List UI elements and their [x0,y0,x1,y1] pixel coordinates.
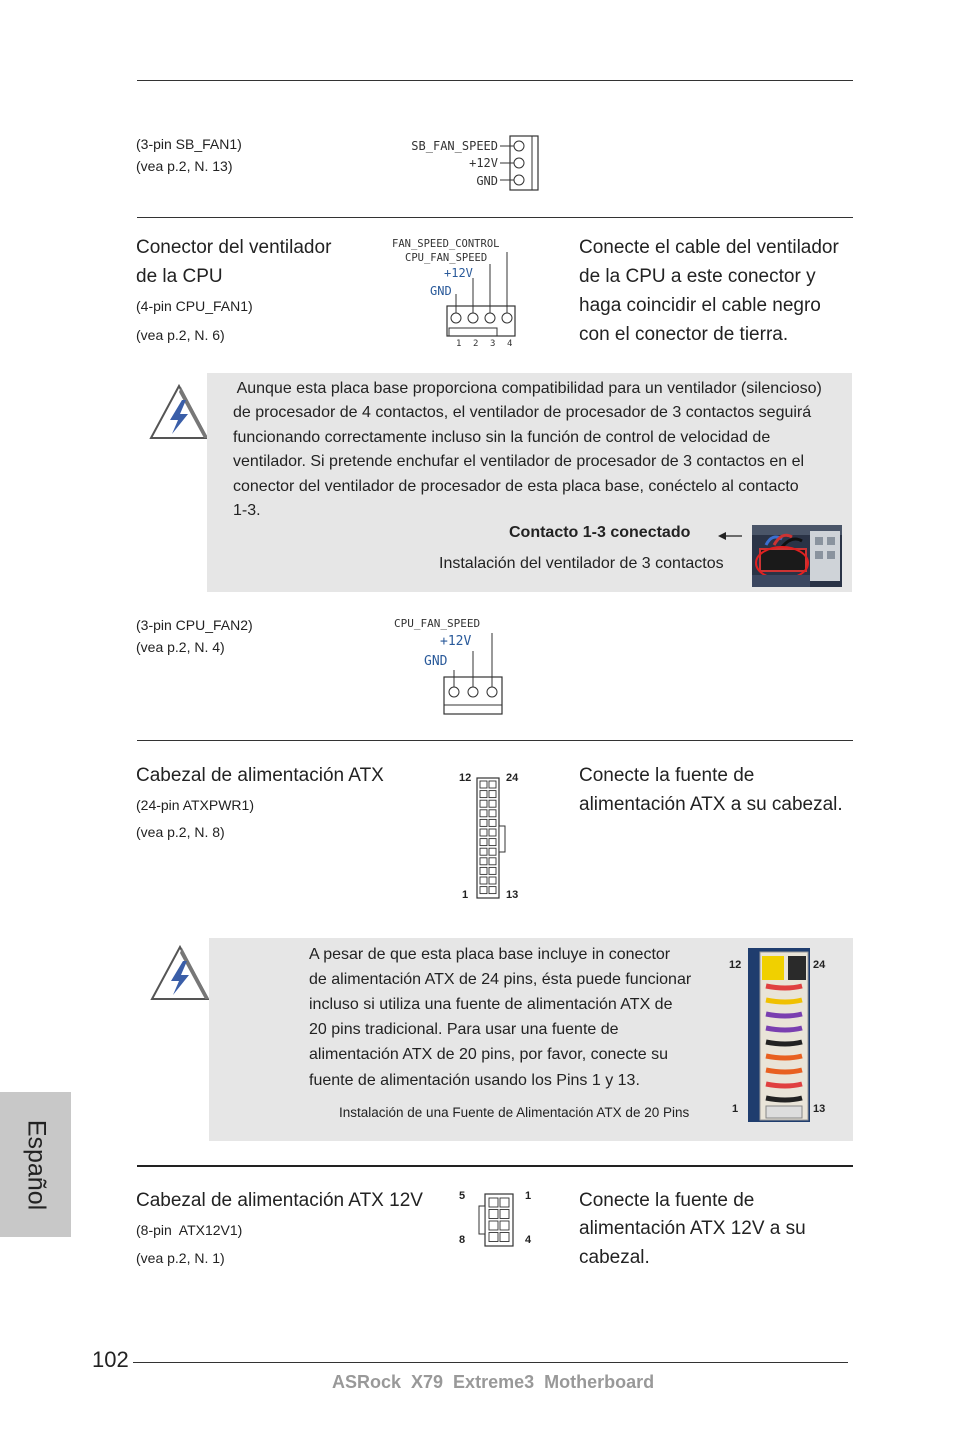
note1-bold-label: Contacto 1-3 conectado [509,524,691,541]
atx-pin: (24-pin ATXPWR1) [136,797,254,813]
note1-caption: Instalación del ventilador de 3 contactos [439,555,724,572]
atx-num-13: 13 [506,889,519,901]
page-number: 102 [92,1347,129,1372]
atx-pin-slot [480,791,487,798]
atx-24pin-diagram [455,770,525,904]
sb-fan-diagram [388,133,543,193]
cpu-fan1-pin-label-speed: CPU_FAN_SPEED [405,252,488,264]
note1-line-4: ventilador. Si pretende enchufar el ventilador de procesador de 3 contactos en el [233,453,805,470]
cpu-fan1-title-line2: de la CPU [136,266,223,287]
atx-pin-slot [480,887,487,894]
sb-fan-pin: (3-pin SB_FAN1) [136,136,242,152]
cpu-fan1-pin-label-control: FAN_SPEED_CONTROL [392,238,500,250]
atx12v-desc-1: Conecte la fuente de [579,1190,755,1211]
cpu-fan2-pin: (3-pin CPU_FAN2) [136,617,253,633]
cpu-fan1-diagram [388,236,523,350]
atx12v-num-5: 5 [459,1190,466,1202]
atx-pin-slot [489,829,496,836]
cpu-fan1-pin-num-2: 2 [473,339,479,349]
atx12v-pin-slot [500,1210,509,1219]
atx-pin-slot [489,839,496,846]
cpu-fan1-desc-1: Conecte el cable del ventilador [579,237,839,258]
atx-title: Cabezal de alimentación ATX [136,765,384,786]
atx12v-num-1: 1 [525,1190,532,1202]
atx12v-num-4: 4 [525,1234,532,1246]
fan-connector-photo [752,525,842,587]
atx12v-num-8: 8 [459,1234,466,1246]
note2-num-12: 12 [729,959,742,971]
sb-fan-ref: (vea p.2, N. 13) [136,158,233,174]
atx12v-pin-slot [500,1198,509,1207]
atx-num-24: 24 [506,772,519,784]
note2-line-2: de alimentación ATX de 24 pins, ésta puede funcionar [309,971,692,988]
atx12v-pin: (8-pin ATX12V1) [136,1222,243,1238]
atx-pin-slot [489,781,496,788]
atx-pin-slot [489,887,496,894]
top-rule [137,80,853,81]
atx12v-ref: (vea p.2, N. 1) [136,1250,225,1266]
atx-ref: (vea p.2, N. 8) [136,824,225,840]
atx12v-desc-2: alimentación ATX 12V a su [579,1218,806,1239]
atx12v-pin-slot [489,1233,498,1242]
note1-line-5: conector del ventilador de procesador de esta placa base, conéctelo al contacto [233,478,799,495]
atx12v-title: Cabezal de alimentación ATX 12V [136,1190,423,1211]
cpu-fan1-pin-num-3: 3 [490,339,496,349]
sb-fan-pin-label-gnd: GND [476,174,498,188]
atx-pin-slot [480,839,487,846]
atx-pin-slot [489,819,496,826]
section-rule-1 [137,217,853,218]
atx-pin-slot [480,858,487,865]
note2-num-24: 24 [813,959,826,971]
note2-line-1: A pesar de que esta placa base incluye in conector [309,946,671,963]
cpu-fan1-pin-label-12v: +12V [444,266,473,280]
cpu-fan1-desc-3: haga coincidir el cable negro [579,295,821,316]
atx-pin-slot [489,867,496,874]
atx-pin-slot [480,781,487,788]
warning-icon [148,383,210,441]
atx12v-pin-slot [500,1221,509,1230]
atx-20pin-photo [726,946,834,1128]
atx12v-pin-slot [489,1210,498,1219]
atx-pin-slot [480,877,487,884]
note1-line-1: Aunque esta placa base proporciona compatibilidad para un ventilador (silencioso) [233,380,822,397]
note2-caption: Instalación de una Fuente de Alimentación ATX de 20 Pins [339,1105,690,1120]
cpu-fan2-ref: (vea p.2, N. 4) [136,639,225,655]
atx-pin-slot [489,858,496,865]
footer-rule [133,1362,848,1363]
section-rule-2 [137,740,853,741]
note1-line-3: funcionando correctamente incluso sin la función de control de velocidad de [233,429,771,446]
cpu-fan1-pin-num-1: 1 [456,339,462,349]
atx12v-pin-slot [489,1198,498,1207]
atx-num-1: 1 [462,889,469,901]
cpu-fan2-diagram [390,615,510,717]
note1-line-6: 1-3. [233,502,261,519]
atx-pin-slot [480,867,487,874]
note2-line-6: fuente de alimentación usando los Pins 1 y 13. [309,1072,640,1089]
atx-num-12: 12 [459,772,472,784]
atx-pin-slot [489,800,496,807]
cpu-fan2-pin-label-speed: CPU_FAN_SPEED [394,617,481,630]
section-rule-3 [137,1165,853,1167]
cpu-fan1-desc-4: con el conector de tierra. [579,324,789,345]
footer-product: ASRock X79 Extreme3 Motherboard [332,1372,655,1392]
atx-pin-slot [489,877,496,884]
note2-line-4: 20 pins tradicional. Para usar una fuente de [309,1021,619,1038]
note2-line-5: alimentación ATX de 20 pins, por favor, conecte su [309,1046,669,1063]
atx-pin-slot [489,791,496,798]
cpu-fan2-pin-label-gnd: GND [424,654,448,669]
sb-fan-pin-label-12v: +12V [469,156,498,170]
cpu-fan1-title-line1: Conector del ventilador [136,237,332,258]
note2-num-1: 1 [732,1103,739,1115]
language-side-tab-label: Español [22,1119,50,1210]
cpu-fan1-desc-2: de la CPU a este conector y [579,266,816,287]
arrow-left-icon [716,529,744,543]
atx12v-desc-3: cabezal. [579,1247,650,1268]
cpu-fan1-pin: (4-pin CPU_FAN1) [136,298,253,314]
atx-pin-slot [480,829,487,836]
note1-line-2: de procesador de 4 contactos, el ventilador de procesador de 3 contactos seguirá [233,404,812,421]
sb-fan-pin-label-speed: SB_FAN_SPEED [411,139,498,153]
cpu-fan1-pin-label-gnd: GND [430,284,452,298]
atx12v-pin-slot [489,1221,498,1230]
note2-line-3: incluso si utiliza una fuente de alimentación ATX de [309,996,673,1013]
atx-pin-slot [489,810,496,817]
atx-pin-slot [480,848,487,855]
atx12v-pin-slot [500,1233,509,1242]
atx-pin-slot [480,819,487,826]
cpu-fan1-ref: (vea p.2, N. 6) [136,327,225,343]
atx-desc-1: Conecte la fuente de [579,765,755,786]
atx-desc-2: alimentación ATX a su cabezal. [579,794,843,815]
language-side-tab [0,1092,71,1237]
atx-pin-slot [489,848,496,855]
cpu-fan2-pin-label-12v: +12V [440,634,472,649]
atx12v-8pin-diagram [455,1186,540,1252]
atx-pin-slot [480,800,487,807]
note2-num-13: 13 [813,1103,826,1115]
atx-pin-slot [480,810,487,817]
cpu-fan1-pin-num-4: 4 [507,339,513,349]
warning-icon-2 [149,944,211,1002]
